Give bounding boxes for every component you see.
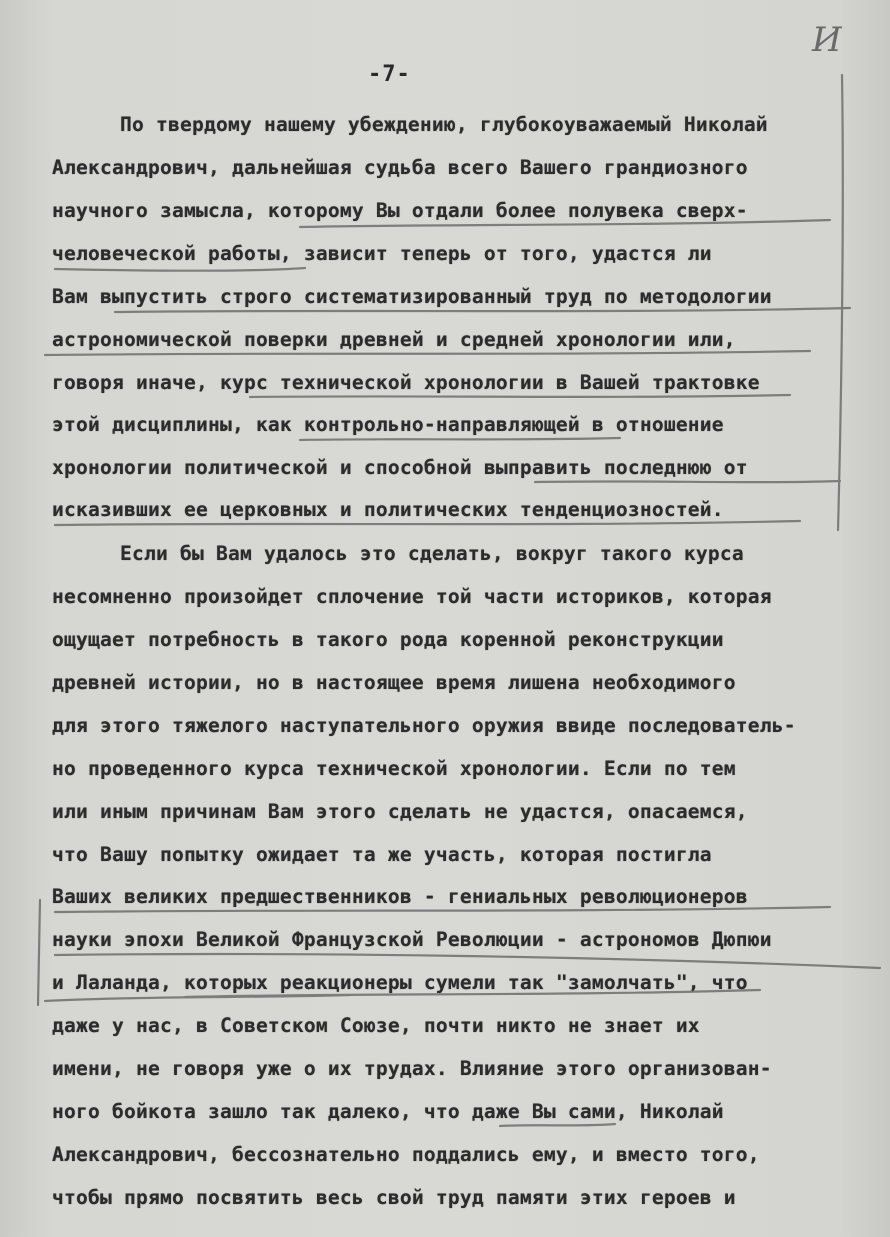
text-line: Вам выпустить строго систематизированный труд по методологии bbox=[52, 285, 772, 308]
text-line: По твердому нашему убеждению, глубокоуважаемый Николай bbox=[120, 113, 768, 136]
text-line: чтобы прямо посвятить весь свой труд памяти этих героев и bbox=[52, 1186, 736, 1209]
text-line: Александрович, дальнейшая судьба всего Вашего грандиозного bbox=[52, 156, 748, 179]
underline bbox=[300, 438, 620, 440]
text-line: имени, не говоря уже о их трудах. Влияние этого организован- bbox=[52, 1057, 772, 1080]
underline bbox=[55, 268, 305, 271]
underline bbox=[300, 220, 830, 227]
text-line: или иным причинам Вам этого сделать не удастся, опасаемся, bbox=[52, 800, 748, 823]
underline bbox=[250, 395, 790, 397]
text-line: науки эпохи Великой Французской Революции - астрономов Дюпюи bbox=[52, 928, 772, 951]
text-line: говоря иначе, курс технической хронологии в Вашей трактовке bbox=[52, 371, 760, 394]
text-line: для этого тяжелого наступательного оружия ввиде последователь- bbox=[52, 714, 796, 737]
underline bbox=[55, 521, 800, 525]
text-line: этой дисциплины, как контрольно-направляющей в отношение bbox=[52, 413, 724, 436]
text-line: что Вашу попытку ожидает та же участь, которая постигла bbox=[52, 843, 712, 866]
text-line: но проведенного курса технической хронологии. Если по тем bbox=[52, 757, 736, 780]
text-line: ного бойкота зашло так далеко, что даже Вы сами, Николай bbox=[52, 1100, 724, 1123]
text-line: даже у нас, в Советском Союзе, почти никто не знает их bbox=[52, 1014, 700, 1037]
underline bbox=[115, 308, 850, 312]
handwritten-margin-mark: И bbox=[812, 20, 842, 60]
text-line: исказивших ее церковных и политических тенденциозностей. bbox=[52, 498, 724, 521]
text-line: ощущает потребность в такого рода коренной реконструкции bbox=[52, 628, 724, 651]
text-line: человеческой работы, зависит теперь от того, удастся ли bbox=[52, 242, 712, 265]
underline bbox=[535, 481, 840, 482]
underline bbox=[55, 954, 880, 968]
text-line: Ваших великих предшественников - гениальных революционеров bbox=[52, 885, 748, 908]
text-line: древней истории, но в настоящее время лишена необходимого bbox=[52, 671, 736, 694]
text-line: Если бы Вам удалось это сделать, вокруг такого курса bbox=[120, 542, 744, 565]
underline bbox=[500, 1124, 615, 1126]
text-line: Александрович, бессознательно поддались ему, и вместо того, bbox=[52, 1143, 760, 1166]
text-line: научного замысла, которому Вы отдали более полувека сверх- bbox=[52, 199, 748, 222]
text-line: астрономической поверки древней и средней хронологии или, bbox=[52, 328, 736, 351]
text-line: несомненно произойдет сплочение той части историков, которая bbox=[52, 585, 772, 608]
underline bbox=[55, 907, 830, 912]
underline bbox=[185, 990, 760, 997]
page-number: -7- bbox=[368, 62, 411, 87]
margin-bracket bbox=[38, 900, 40, 1005]
underline bbox=[45, 351, 810, 355]
margin-line bbox=[838, 75, 843, 530]
text-line: и Лаланда, которых реакционеры сумели так "замолчать", что bbox=[52, 971, 748, 994]
text-line: хронологии политической и способной выправить последнюю от bbox=[52, 456, 748, 479]
